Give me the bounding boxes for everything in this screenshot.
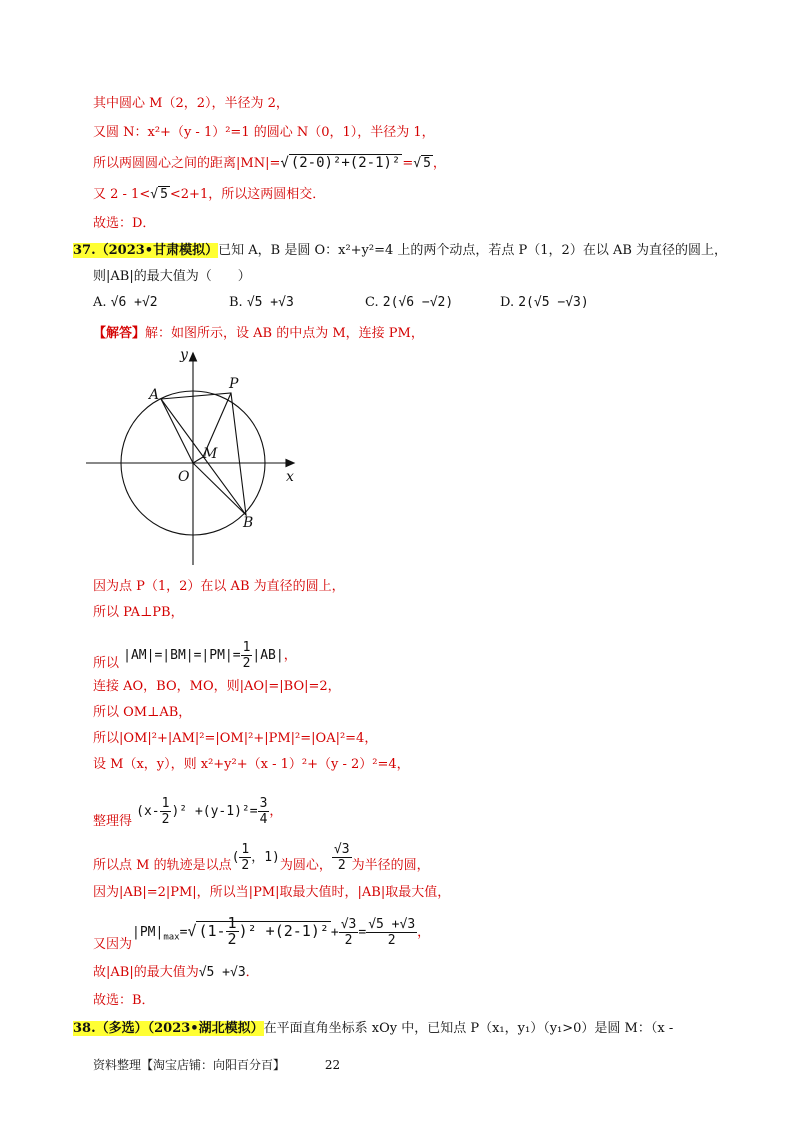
question-number: 38. (73, 1021, 96, 1036)
label-m: M (203, 446, 218, 462)
solution-line-max: 又因为$|PM|_{max}=√$ (1- $\frac{1}{2}$ )² +(2-1)² + $\frac{√3}{2}$ = $\frac{√5 +√3}{2}$ ， (93, 914, 431, 952)
radicand: (2-0)²+(2-1)² (290, 155, 401, 171)
solution-line-distance: 所以两圆圆心之间的距离|MN|=√ (2-0)²+(2-1)² =√ 5 ， (93, 155, 446, 171)
solution-answer: 故选：B． (93, 993, 155, 1008)
solution-line: 所以|OM|²+|AM|²=|OM|²+|PM|²=|OA|²=4， (93, 731, 378, 746)
question-source-tag: （多选）（2023•湖北模拟） (95, 1021, 264, 1036)
solution-line-locus: 所以点 M 的轨迹是以点( $\frac{1}{2}$ ，1)为圆心， $\frac{√3}{2}$ 为半径的圆， (93, 842, 430, 873)
question-text: 则|AB|的最大值为（ ） (93, 269, 251, 284)
solution-line: 因为点 P（1，2）在以 AB 为直径的圆上， (93, 579, 345, 594)
option-b: B. √5 +√3 (229, 295, 294, 310)
solution-line-equation: 整理得 (x- $\frac{1}{2}$ )² +(y-1)²= $\frac{3}{4}$ ， (93, 796, 283, 829)
solution-line: 因为|AB|=2|PM|，所以当|PM|取最大值时，|AB|取最大值， (93, 885, 451, 900)
label-o: O (178, 469, 190, 485)
segment-ao (161, 399, 193, 463)
option-d: D. 2(√5 −√3) (500, 295, 589, 310)
segment-om (193, 457, 203, 463)
solution-line: 所以 OM⊥AB， (93, 705, 192, 720)
solution-line: 故|AB|的最大值为√5 +√3． (93, 965, 259, 980)
footer-text: 资料整理【淘宝店铺：向阳百分百】 (93, 1058, 286, 1072)
label-y: y (180, 347, 188, 363)
solution-line: 又 2 - 1<√ 5 <2+1，所以这两圆相交． (93, 187, 326, 202)
solution-line: 其中圆心 M（2，2），半径为 2， (93, 96, 289, 111)
solution-line-equal: 所以 |AM|=|BM|=|PM|= $\frac{1}{2}$ |AB|， (93, 640, 297, 671)
label-a: A (149, 387, 160, 403)
solution-line: 连接 AO，BO，MO，则|AO|=|BO|=2， (93, 679, 341, 694)
solution-line: 所以 PA⊥PB， (93, 605, 184, 620)
page-footer (93, 1056, 340, 1073)
solution-label: 【解答】 (93, 326, 146, 341)
question-38: 38.（多选）（2023•湖北模拟）在平面直角坐标系 xOy 中，已知点 P（x₁，y₁）（y₁>0）是圆 M：（x - (73, 1021, 674, 1036)
question-source-tag: （2023•甘肃模拟） (95, 243, 219, 258)
label-b: B (243, 515, 254, 531)
solution-intro: 【解答】解：如图所示，设 AB 的中点为 M，连接 PM， (93, 326, 424, 341)
segment-ob (193, 463, 246, 515)
question-number: 37. (73, 243, 96, 258)
geometry-figure (86, 345, 301, 570)
label-x: x (286, 469, 294, 485)
option-a: A. √6 +√2 (93, 295, 158, 310)
option-c: C. 2(√6 −√2) (365, 295, 454, 310)
question-37: 37.（2023•甘肃模拟）已知 A，B 是圆 O：x²+y²=4 上的两个动点，若点 P（1，2）在以 AB 为直径的圆上， (73, 243, 728, 258)
solution-line: 设 M（x，y），则 x²+y²+（x - 1）²+（y - 2）²=4， (93, 757, 410, 772)
solution-answer: 故选：D． (93, 216, 156, 231)
y-axis-arrow (190, 353, 197, 361)
x-axis-arrow (286, 460, 294, 467)
page-number: 22 (324, 1058, 341, 1072)
solution-line: 又圆 N：x²+（y - 1）²=1 的圆心 N（0，1），半径为 1， (93, 125, 435, 140)
label-p: P (229, 376, 239, 392)
